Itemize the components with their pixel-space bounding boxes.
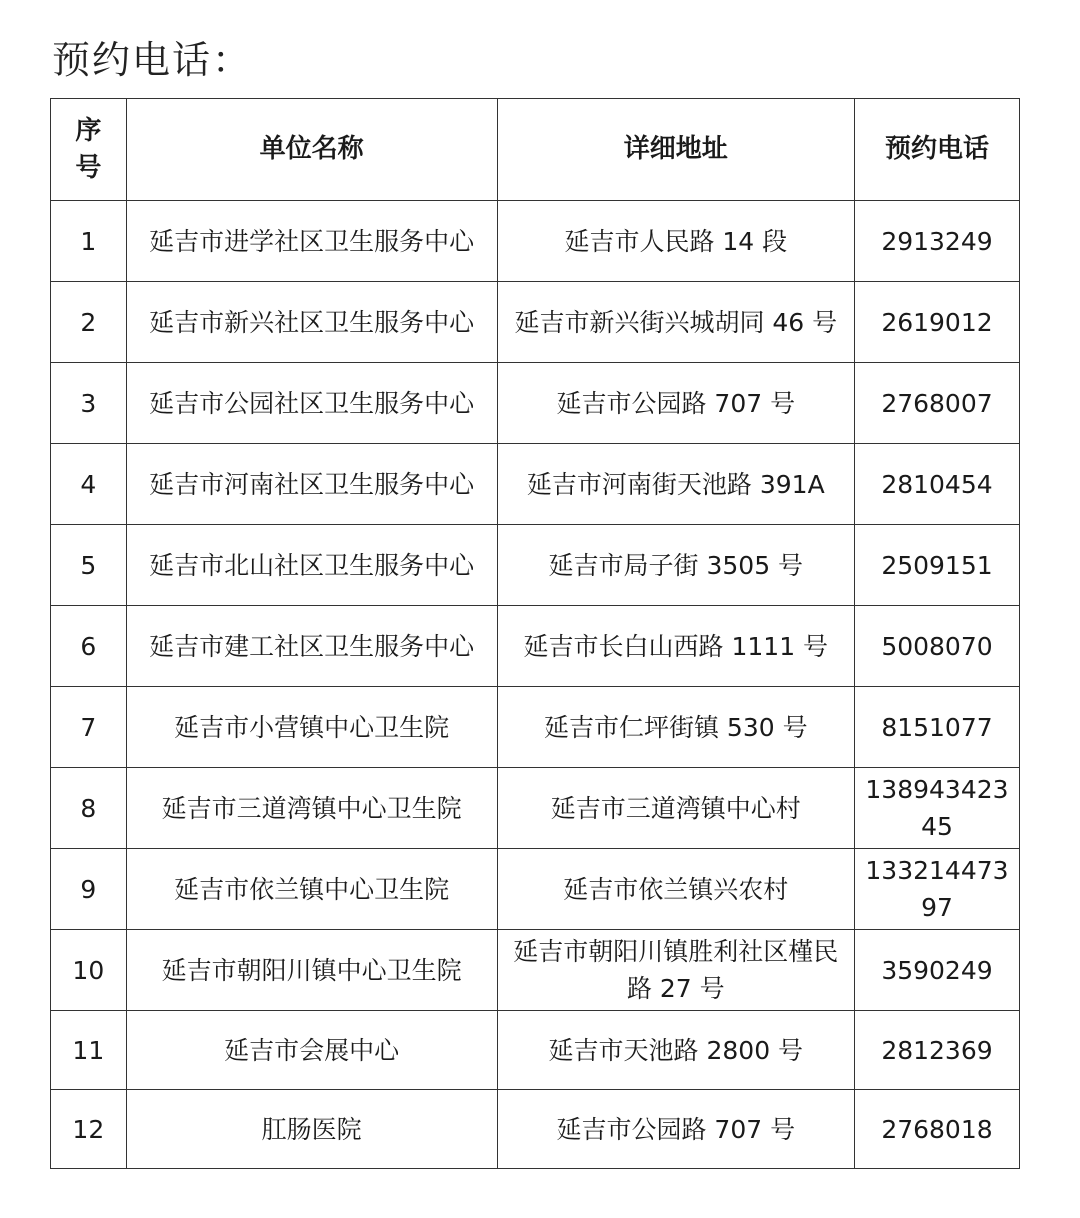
cell-address: 延吉市河南街天池路 391A xyxy=(497,444,854,525)
cell-address: 延吉市长白山西路 1111 号 xyxy=(497,606,854,687)
cell-index: 9 xyxy=(51,849,127,930)
cell-name: 延吉市依兰镇中心卫生院 xyxy=(126,849,497,930)
table-row xyxy=(51,525,1020,606)
cell-phone: 2768018 xyxy=(854,1090,1019,1169)
appointment-phone-table xyxy=(50,98,1020,1169)
cell-name: 延吉市三道湾镇中心卫生院 xyxy=(126,768,497,849)
header-phone: 预约电话 xyxy=(854,99,1019,201)
table-row xyxy=(51,849,1020,930)
cell-phone: 2913249 xyxy=(854,201,1019,282)
cell-name: 延吉市公园社区卫生服务中心 xyxy=(126,363,497,444)
cell-name: 延吉市建工社区卫生服务中心 xyxy=(126,606,497,687)
cell-index: 11 xyxy=(51,1011,127,1090)
table-row xyxy=(51,930,1020,1011)
cell-phone: 13321447397 xyxy=(854,849,1019,930)
header-name: 单位名称 xyxy=(126,99,497,201)
table-header-row xyxy=(51,99,1020,201)
cell-phone: 2509151 xyxy=(854,525,1019,606)
header-index xyxy=(51,99,127,201)
cell-index: 4 xyxy=(51,444,127,525)
cell-address: 延吉市依兰镇兴农村 xyxy=(497,849,854,930)
header-address: 详细地址 xyxy=(497,99,854,201)
table-row xyxy=(51,768,1020,849)
cell-phone: 2768007 xyxy=(854,363,1019,444)
cell-address: 延吉市新兴街兴城胡同 46 号 xyxy=(497,282,854,363)
cell-index: 1 xyxy=(51,201,127,282)
cell-phone: 8151077 xyxy=(854,687,1019,768)
table-row xyxy=(51,282,1020,363)
table-row xyxy=(51,1011,1020,1090)
cell-index: 5 xyxy=(51,525,127,606)
cell-name: 肛肠医院 xyxy=(126,1090,497,1169)
table-row xyxy=(51,444,1020,525)
cell-name: 延吉市新兴社区卫生服务中心 xyxy=(126,282,497,363)
cell-name: 延吉市北山社区卫生服务中心 xyxy=(126,525,497,606)
cell-name: 延吉市小营镇中心卫生院 xyxy=(126,687,497,768)
cell-address: 延吉市公园路 707 号 xyxy=(497,1090,854,1169)
table-row xyxy=(51,1090,1020,1169)
cell-index: 10 xyxy=(51,930,127,1011)
cell-name: 延吉市会展中心 xyxy=(126,1011,497,1090)
cell-index: 2 xyxy=(51,282,127,363)
cell-index: 7 xyxy=(51,687,127,768)
cell-phone: 2619012 xyxy=(854,282,1019,363)
cell-name: 延吉市朝阳川镇中心卫生院 xyxy=(126,930,497,1011)
table-row xyxy=(51,687,1020,768)
cell-index: 8 xyxy=(51,768,127,849)
cell-phone: 2812369 xyxy=(854,1011,1019,1090)
cell-name: 延吉市河南社区卫生服务中心 xyxy=(126,444,497,525)
cell-address: 延吉市仁坪街镇 530 号 xyxy=(497,687,854,768)
cell-address: 延吉市三道湾镇中心村 xyxy=(497,768,854,849)
cell-name: 延吉市进学社区卫生服务中心 xyxy=(126,201,497,282)
cell-phone: 5008070 xyxy=(854,606,1019,687)
table-row xyxy=(51,363,1020,444)
cell-index: 6 xyxy=(51,606,127,687)
cell-address: 延吉市人民路 14 段 xyxy=(497,201,854,282)
cell-phone: 2810454 xyxy=(854,444,1019,525)
cell-address: 延吉市局子街 3505 号 xyxy=(497,525,854,606)
cell-index: 3 xyxy=(51,363,127,444)
cell-phone: 13894342345 xyxy=(854,768,1019,849)
cell-address: 延吉市天池路 2800 号 xyxy=(497,1011,854,1090)
header-index-line2: 号 xyxy=(75,152,102,183)
cell-address: 延吉市朝阳川镇胜利社区槿民路 27 号 xyxy=(497,930,854,1011)
header-index-line1: 序 xyxy=(75,115,102,146)
table-row xyxy=(51,201,1020,282)
cell-address: 延吉市公园路 707 号 xyxy=(497,363,854,444)
table-row xyxy=(51,606,1020,687)
page-title: 预约电话： xyxy=(52,38,253,82)
cell-phone: 3590249 xyxy=(854,930,1019,1011)
cell-index: 12 xyxy=(51,1090,127,1169)
